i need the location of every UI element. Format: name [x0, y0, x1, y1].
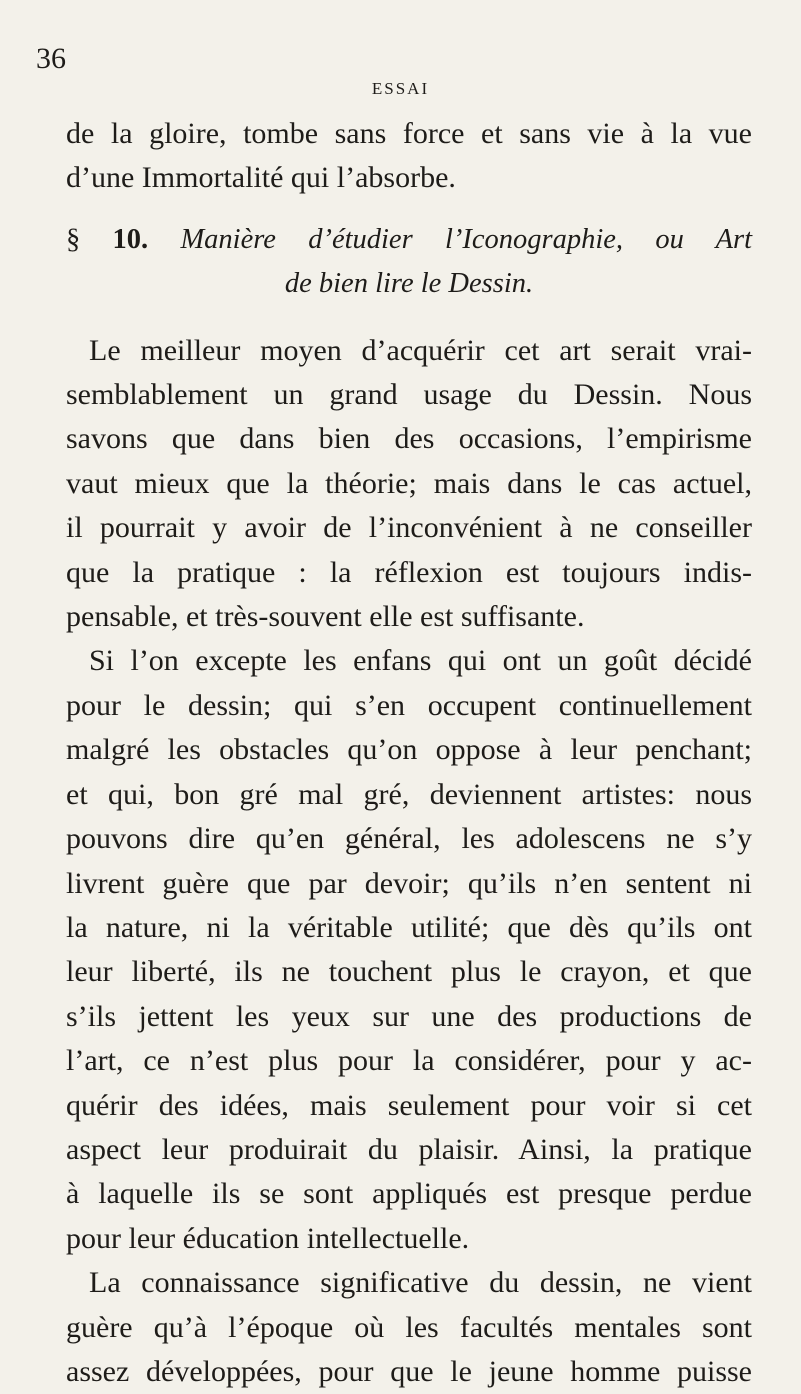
text-line: que la pratique : la réflexion est toujours indis-	[66, 555, 752, 589]
text-line: quérir des idées, mais seulement pour voir si cet	[66, 1088, 752, 1122]
section-title-line: Manière d’étudier l’Iconographie, ou Art	[180, 223, 752, 255]
paragraph	[66, 329, 752, 640]
text-line: savons que dans bien des occasions, l’empirisme	[66, 422, 752, 456]
text-line: leur liberté, ils ne touchent plus le crayon, et que	[66, 955, 752, 989]
text-line: assez développées, pour que le jeune homme puisse	[66, 1354, 752, 1388]
text-line: pensable, et très-souvent elle est suffisante.	[66, 600, 585, 634]
text-line: pour le dessin; qui s’en occupent continuellement	[66, 688, 752, 722]
text-line: à laquelle ils se sont appliqués est presque perdue	[66, 1177, 752, 1211]
text-line: vaut mieux que la théorie; mais dans le cas actuel,	[66, 466, 752, 500]
text-line: s’ils jettent les yeux sur une des productions de	[66, 999, 752, 1033]
section-number: 10.	[112, 223, 149, 255]
text-line: aspect leur produirait du plaisir. Ainsi, la pratique	[66, 1132, 752, 1166]
text-line: de la gloire, tombe sans force et sans vie à la vue	[66, 117, 752, 150]
text-line: pouvons dire qu’en général, les adolescens ne s’y	[66, 822, 752, 856]
text-line: Le meilleur moyen d’acquérir cet art serait vrai-	[89, 333, 752, 367]
page-body	[66, 112, 752, 1394]
paragraph	[66, 639, 752, 1261]
text-line: il pourrait y avoir de l’inconvénient à ne conseiller	[66, 511, 752, 545]
text-line: La connaissance significative du dessin, ne vient	[89, 1266, 752, 1300]
text-line: l’art, ce n’est plus pour la considérer, pour y ac-	[66, 1044, 752, 1078]
text-line: guère qu’à l’époque où les facultés mentales sont	[66, 1310, 752, 1344]
text-line: livrent guère que par devoir; qu’ils n’en sentent ni	[66, 866, 752, 900]
running-title: ESSAI	[371, 79, 430, 98]
text-line: d’une Immortalité qui l’absorbe.	[66, 161, 456, 195]
text-line: pour leur éducation intellectuelle.	[66, 1221, 470, 1255]
text-line: semblablement un grand usage du Dessin. Nous	[66, 378, 752, 412]
page-number: 36	[36, 42, 66, 75]
section-title-line: de bien lire le Dessin.	[284, 268, 534, 300]
paragraph	[66, 1261, 752, 1394]
text-line: Si l’on excepte les enfans qui ont un goût décidé	[89, 644, 752, 678]
text-line: et qui, bon gré mal gré, deviennent artistes: nous	[66, 777, 752, 811]
section-mark: §	[66, 223, 81, 255]
section-heading	[66, 218, 752, 307]
text-line: la nature, ni la véritable utilité; que dès qu’ils ont	[66, 910, 752, 944]
text-line: malgré les obstacles qu’on oppose à leur penchant;	[66, 733, 752, 767]
